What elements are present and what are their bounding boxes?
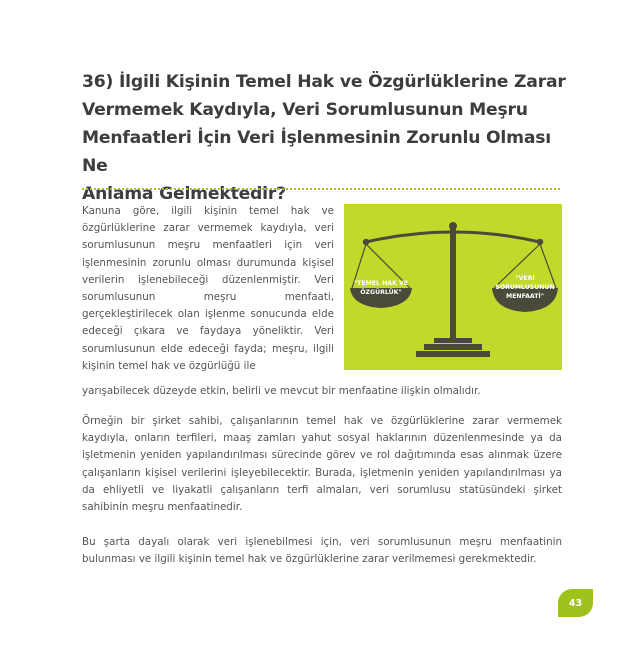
left-pan-label-1: "TEMEL HAK VE (353, 280, 409, 287)
scale-base-bottom (416, 351, 490, 357)
right-pan-label-1: "VERİ (515, 275, 535, 282)
right-pan (492, 288, 558, 312)
page-title (82, 68, 582, 208)
balance-scale-illustration (344, 204, 562, 370)
right-string-b (540, 244, 556, 288)
left-pan-label-2: ÖZGÜRLÜK" (360, 289, 402, 296)
right-pan-label-3: MENFAATİ" (506, 293, 544, 300)
page-number-badge (558, 589, 593, 617)
title-divider (82, 188, 560, 190)
example-paragraph: Örneğin bir şirket sahibi, çalışanlarının temel hak ve özgürlüklerine zarar vermemek kaydıyla, onların terfileri, maaş zamları yahut sosyal haklarının düzenlenmesinde ya da işletmenin yeniden yapılandırılması sürecinde görev ve rol dağıtımında esas alınmak üzere çalışanların kişisel verilerini işleyebilecektir. Burada, işletmenin yeniden yapılandırılması ya da ehliyetli ve liyakatli çalışanların terfi almaları, veri sorumlusu statüsündeki şirket sahibinin meşru menfaatinedir. (82, 415, 562, 514)
conclusion-paragraph: Bu şarta dayalı olarak veri işlenebilmesi için, veri sorumlusunun meşru menfaatinin bulunması ve ilgili kişinin temel hak ve özgürlüklerine zarar verilmemesi gerekmektedir. (82, 536, 562, 566)
title-line-4: Anlama Gelmektedir? (82, 184, 286, 204)
scale-base-mid (424, 344, 482, 350)
intro-paragraph-tail: yarışabilecek düzeyde etkin, belirli ve mevcut bir menfaatine ilişkin olmalıdır. (82, 385, 481, 397)
title-line-2: Vermemek Kaydıyla, Veri Sorumlusunun Meşru (82, 100, 528, 120)
balance-scale-icon (344, 204, 562, 370)
intro-paragraph: Kanuna göre, ilgili kişinin temel hak ve özgürlüklerine zarar vermemek kaydıyla, veri sorumlusunun meşru menfaatleri için veri işlenmesinin zorunlu olması durumunda kişisel verilerin işlenebileceği düzenlenmiştir. Veri sorumlusunun meşru menfaati, gerçekleştirilecek olan işlenme sonucunda elde edeceği çıkara ve faydaya yöneliktir. Veri sorumlusunun elde edeceği fayda; meşru, ilgili kişinin temel hak ve özgürlüğü ile (82, 205, 334, 372)
scale-pillar (450, 228, 456, 340)
page-number: 43 (568, 597, 583, 609)
right-pan-label-2: SORUMLUSUNUN (495, 284, 555, 291)
title-line-1: 36) İlgili Kişinin Temel Hak ve Özgürlüklerine Zarar (82, 72, 566, 92)
title-line-3: Menfaatleri İçin Veri İşlenmesinin Zorunlu Olması Ne (82, 128, 551, 176)
scale-base-top (434, 338, 472, 343)
